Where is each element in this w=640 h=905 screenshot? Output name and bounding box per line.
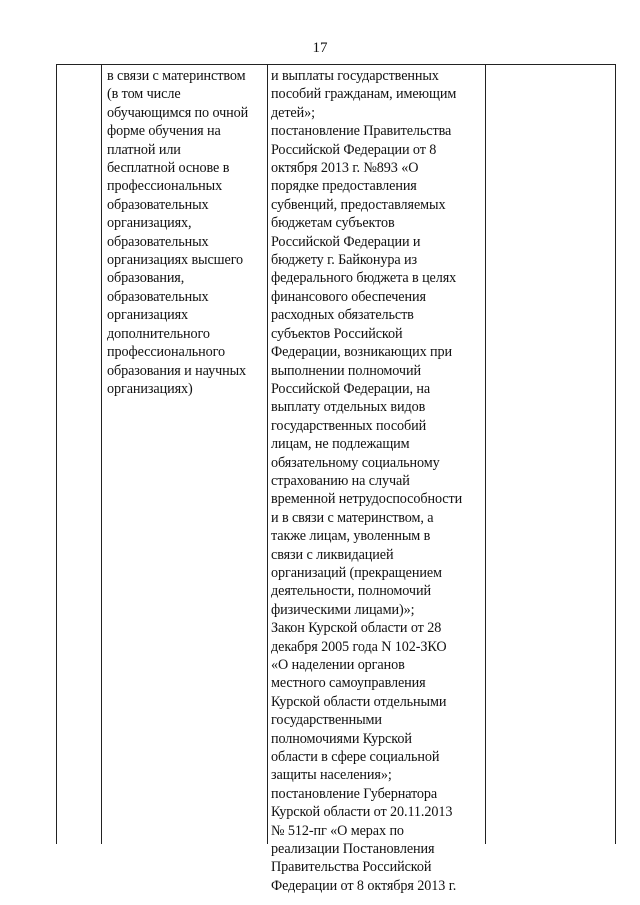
column-divider: [101, 65, 102, 844]
table-cell-legal-acts: и выплаты государственных пособий гражданам, имеющим детей»; постановление Правительства Российской Федерации от 8 октября 2013 г. №893 «О порядке предоставления субвенций, предоставляемых бюджетам субъектов Российской Федерации и бюджету г. Байконура из федерального бюджета в целях финансового обеспечения расходных обязательств субъектов Российской Федерации, возникающих при выполнении полномочий Российской Федерации, на выплату отдельных видов государственных пособий лицам, не подлежащим обязательному социальному страхованию на случай временной нетрудоспособности и в связи с материнством, а также лицам, уволенным в связи с ликвидацией организаций (прекращением деятельности, полномочий физическими лицами)»; Закон Курской области от 28 декабря 2005 года N 102-ЗКО «О наделении органов местного самоуправления Курской области отдельными государственными полномочиями Курской области в сфере социальной защиты населения»; постановление Губернатора Курской области от 20.11.2013 № 512-пг «О мерах по реализации Постановления Правительства Российской Федерации от 8 октября 2013 г.: [271, 68, 463, 894]
document-table: [56, 64, 616, 894]
table-cell-category: в связи с материнством (в том числе обучающимся по очной форме обучения на платной или бесплатной основе в профессиональных образовательных организациях, образовательных организациях высшего образования, образовательных организациях дополнительного профессионального образования и научных организациях): [107, 68, 249, 397]
column-divider: [485, 65, 486, 844]
page-number: 17: [312, 40, 328, 56]
column-divider: [615, 65, 616, 844]
column-divider: [267, 65, 268, 844]
